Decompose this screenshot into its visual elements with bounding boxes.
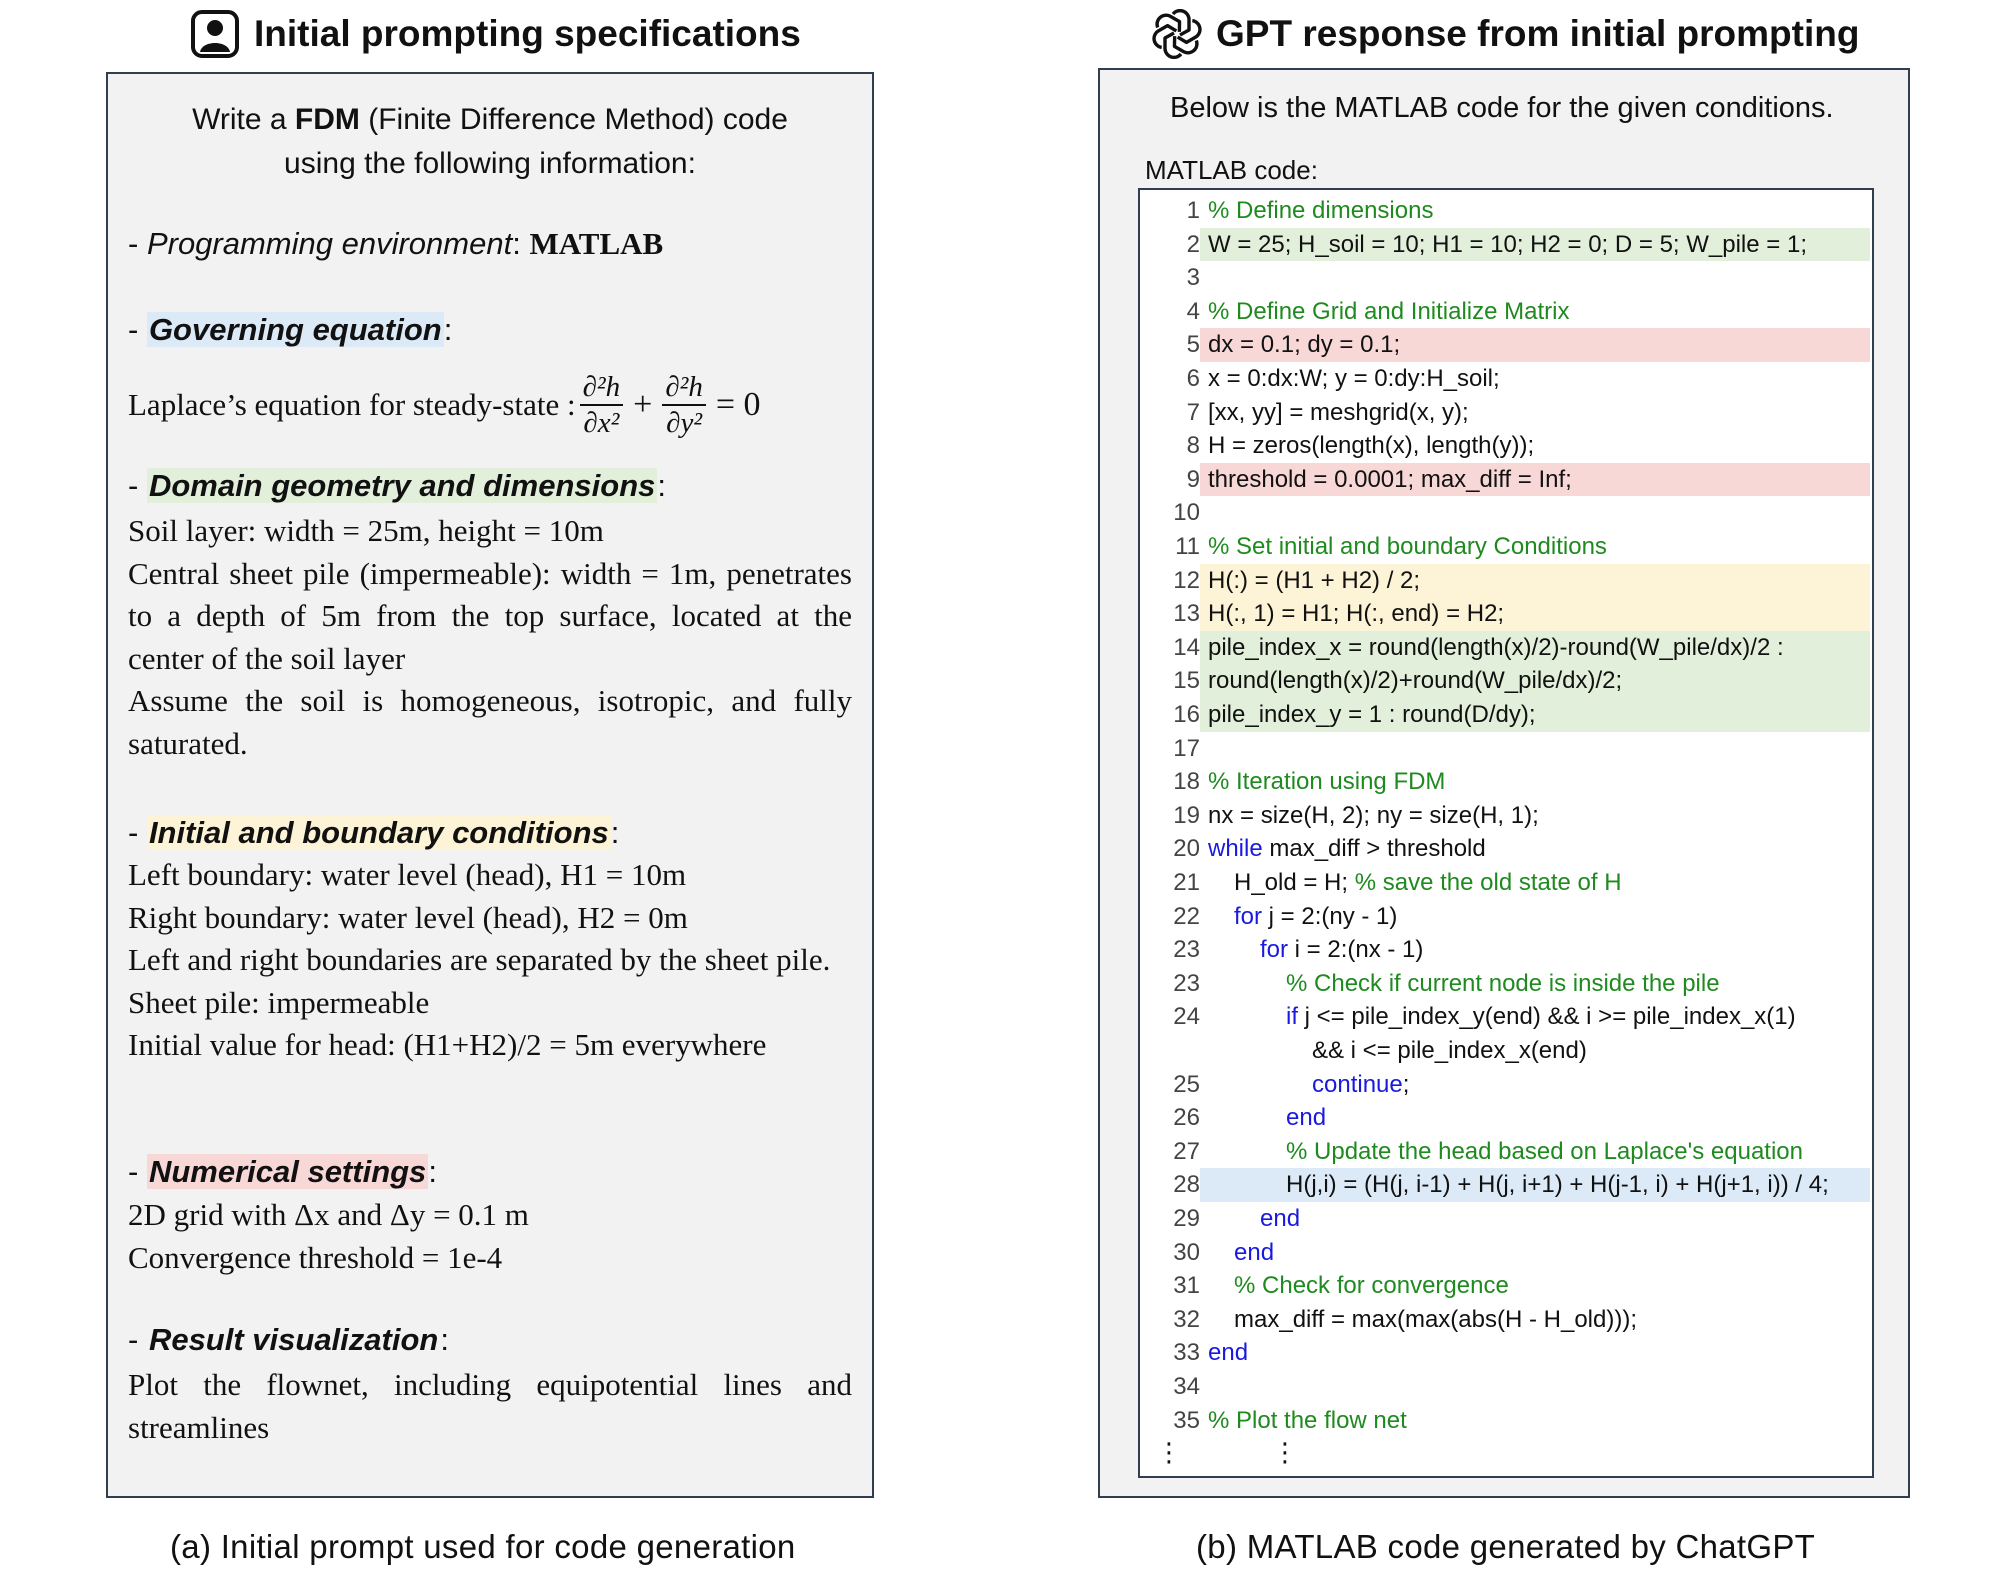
code-text bbox=[1200, 832, 1870, 866]
code-text bbox=[1200, 1000, 1870, 1034]
line-number: 12 bbox=[1173, 566, 1200, 594]
code-line bbox=[1140, 328, 1872, 362]
code-text bbox=[1200, 1168, 1870, 1202]
code-line bbox=[1140, 732, 1872, 766]
code-line bbox=[1140, 194, 1872, 228]
code-line bbox=[1140, 597, 1872, 631]
code-line bbox=[1140, 1370, 1872, 1404]
code-text bbox=[1200, 463, 1870, 497]
code-line bbox=[1140, 832, 1872, 866]
line-number: 6 bbox=[1186, 365, 1200, 392]
code-line bbox=[1140, 362, 1872, 396]
code-token-plain: H_old = H; bbox=[1234, 869, 1355, 896]
code-line bbox=[1140, 1068, 1872, 1102]
left-panel-header bbox=[190, 6, 801, 62]
code-token-plain: && i <= pile_index_x(end) bbox=[1312, 1037, 1587, 1064]
conditions-line: Initial value for head: (H1+H2)/2 = 5m everywhere bbox=[128, 1027, 767, 1062]
section-governing-title: - Governing equation: bbox=[128, 312, 453, 347]
prompt-intro-line2: using the following information: bbox=[284, 147, 696, 180]
code-token-plain: W = 25; H_soil = 10; H1 = 10; H2 = 0; D = 5; W_pile = 1; bbox=[1208, 230, 1807, 258]
line-number: 22 bbox=[1173, 902, 1200, 930]
code-line bbox=[1140, 463, 1872, 497]
line-number: 5 bbox=[1186, 331, 1200, 359]
domain-line: Assume the soil is homogeneous, isotropic, and fully saturated. bbox=[128, 683, 852, 761]
code-token-plain: max_diff = max(max(abs(H - H_old))); bbox=[1234, 1305, 1637, 1333]
line-number: 8 bbox=[1186, 432, 1200, 460]
code-line bbox=[1140, 866, 1872, 900]
user-icon bbox=[190, 9, 240, 59]
conditions-line: Right boundary: water level (head), H2 = 0m bbox=[128, 899, 688, 935]
section-result-title: - Result visualization: bbox=[128, 1322, 449, 1357]
domain-line: Soil layer: width = 25m, height = 10m bbox=[128, 513, 604, 548]
code-token-comment: % Check if current node is inside the pile bbox=[1286, 969, 1720, 997]
code-text bbox=[1200, 1236, 1870, 1270]
code-line bbox=[1140, 530, 1872, 564]
code-token-comment: % Check for convergence bbox=[1234, 1272, 1509, 1300]
line-number: 9 bbox=[1186, 465, 1200, 493]
line-number: 26 bbox=[1173, 1104, 1200, 1132]
section-result-body bbox=[128, 1364, 852, 1449]
code-line bbox=[1140, 1269, 1872, 1303]
code-token-plain: j = 2:(ny - 1) bbox=[1262, 902, 1398, 930]
domain-title-text: Domain geometry and dimensions bbox=[148, 468, 656, 503]
line-number: 25 bbox=[1173, 1070, 1200, 1098]
code-token-keyword: end bbox=[1260, 1205, 1301, 1232]
code-text bbox=[1200, 1336, 1870, 1370]
response-intro: Below is the MATLAB code for the given conditions. bbox=[1170, 92, 1834, 124]
numerical-line: 2D grid with Δx and Δy = 0.1 m bbox=[128, 1197, 529, 1232]
eq-plus: + bbox=[633, 385, 653, 423]
section-numerical-body bbox=[128, 1194, 852, 1279]
line-number: 10 bbox=[1173, 499, 1200, 527]
code-line bbox=[1140, 799, 1872, 833]
eq-den-y: ∂y² bbox=[666, 407, 703, 439]
code-text bbox=[1200, 1404, 1870, 1438]
result-title-text: Result visualization bbox=[148, 1322, 439, 1357]
laplace-text: Laplace’s equation for steady-state : bbox=[128, 386, 576, 422]
code-token-comment: % Set initial and boundary Conditions bbox=[1208, 533, 1607, 560]
line-number: 14 bbox=[1173, 633, 1200, 661]
code-line bbox=[1140, 631, 1872, 665]
code-token-plain: H(:) = (H1 + H2) / 2; bbox=[1208, 566, 1421, 594]
code-token-comment: % Plot the flow net bbox=[1208, 1406, 1407, 1434]
code-text bbox=[1200, 328, 1870, 362]
code-token-keyword: end bbox=[1286, 1104, 1327, 1132]
line-number: 33 bbox=[1173, 1339, 1200, 1367]
code-token-comment: % Define dimensions bbox=[1208, 197, 1434, 224]
prog-env-label: Programming environment bbox=[146, 226, 513, 261]
result-line: Plot the flownet, including equipotential lines and streamlines bbox=[128, 1367, 852, 1445]
line-number: 31 bbox=[1173, 1272, 1200, 1300]
code-text bbox=[1200, 228, 1870, 262]
line-number: 1 bbox=[1186, 197, 1200, 224]
line-number: 15 bbox=[1173, 667, 1200, 695]
line-number: 29 bbox=[1173, 1205, 1200, 1232]
code-line bbox=[1140, 1034, 1872, 1068]
line-number: 34 bbox=[1173, 1373, 1200, 1400]
code-line bbox=[1140, 261, 1872, 295]
section-conditions-body bbox=[128, 854, 852, 1067]
code-token-comment: % save the old state of H bbox=[1354, 869, 1622, 896]
line-number: 23 bbox=[1173, 936, 1200, 964]
code-line bbox=[1140, 429, 1872, 463]
section-numerical-title: - Numerical settings: bbox=[128, 1154, 437, 1189]
line-number: 7 bbox=[1186, 398, 1200, 426]
code-line bbox=[1140, 1168, 1872, 1202]
domain-line: Central sheet pile (impermeable): width = 1m, penetrates to a depth of 5m from the top surface, located at the center of the soil layer bbox=[128, 555, 852, 676]
line-number: 23 bbox=[1173, 969, 1200, 997]
code-label: MATLAB code: bbox=[1145, 155, 1318, 185]
code-token-plain: round(length(x)/2)+round(W_pile/dx)/2; bbox=[1208, 667, 1623, 695]
code-line bbox=[1140, 295, 1872, 329]
line-number: 11 bbox=[1175, 533, 1200, 560]
line-number: 18 bbox=[1173, 768, 1200, 796]
code-line bbox=[1140, 228, 1872, 262]
line-number: 17 bbox=[1173, 734, 1200, 762]
programming-environment: - Programming environment: MATLAB bbox=[128, 226, 664, 261]
code-token-keyword: end bbox=[1234, 1238, 1275, 1266]
eq-equals-zero: = 0 bbox=[715, 385, 761, 423]
code-line bbox=[1140, 933, 1872, 967]
code-text bbox=[1200, 765, 1870, 799]
governing-title-text: Governing equation bbox=[148, 312, 442, 347]
line-number: 24 bbox=[1173, 1003, 1200, 1031]
code-text bbox=[1200, 631, 1870, 665]
code-text bbox=[1200, 1269, 1870, 1303]
conditions-line: Left boundary: water level (head), H1 = 10m bbox=[128, 857, 687, 892]
code-text bbox=[1200, 429, 1870, 463]
section-conditions-title: - Initial and boundary conditions: bbox=[128, 815, 620, 850]
line-number: 3 bbox=[1186, 264, 1200, 292]
numerical-line: Convergence threshold = 1e-4 bbox=[128, 1239, 503, 1275]
right-panel-header bbox=[1152, 6, 1859, 62]
line-number: 28 bbox=[1173, 1171, 1200, 1199]
code-line bbox=[1140, 900, 1872, 934]
prompt-intro-line1 bbox=[128, 98, 852, 142]
fraction-y bbox=[662, 370, 706, 440]
code-text bbox=[1200, 1101, 1870, 1135]
code-text bbox=[1200, 698, 1870, 732]
code-text bbox=[1200, 1202, 1870, 1236]
code-token-keyword: if bbox=[1286, 1003, 1298, 1031]
code-text bbox=[1200, 564, 1870, 598]
code-token-plain: nx = size(H, 2); ny = size(H, 1); bbox=[1208, 801, 1539, 829]
code-text bbox=[1200, 1068, 1870, 1102]
code-line bbox=[1140, 1303, 1872, 1337]
code-token-plain: [xx, yy] = meshgrid(x, y); bbox=[1208, 398, 1469, 426]
line-number: 19 bbox=[1173, 801, 1200, 829]
code-token-comment: % Define Grid and Initialize Matrix bbox=[1208, 297, 1570, 325]
code-token-plain: H(:, 1) = H1; H(:, end) = H2; bbox=[1208, 600, 1505, 628]
prompt-panel bbox=[106, 72, 874, 1498]
line-number: 20 bbox=[1173, 835, 1200, 863]
code-line bbox=[1140, 1404, 1872, 1438]
conditions-line: Sheet pile: impermeable bbox=[128, 984, 430, 1020]
openai-logo-icon bbox=[1152, 9, 1202, 59]
code-token-comment: % Iteration using FDM bbox=[1208, 768, 1446, 796]
conditions-title-text: Initial and boundary conditions bbox=[148, 815, 609, 850]
eq-den-x: ∂x² bbox=[583, 407, 620, 439]
line-number: 16 bbox=[1173, 701, 1200, 728]
line-number: 4 bbox=[1186, 297, 1200, 325]
fraction-x bbox=[580, 370, 624, 440]
prompt-intro bbox=[128, 98, 852, 186]
code-token-plain: pile_index_y = 1 : round(D/dy); bbox=[1208, 701, 1536, 728]
section-domain-title: - Domain geometry and dimensions: bbox=[128, 468, 666, 503]
code-line bbox=[1140, 1101, 1872, 1135]
eq-num-x: ∂²h bbox=[580, 370, 624, 406]
line-number: 2 bbox=[1186, 230, 1200, 258]
code-text bbox=[1200, 664, 1870, 698]
code-token-keyword: for bbox=[1260, 936, 1289, 964]
line-number: 32 bbox=[1173, 1305, 1200, 1333]
code-text bbox=[1200, 597, 1870, 631]
line-number: 21 bbox=[1173, 869, 1200, 896]
code-token-plain: j <= pile_index_y(end) && i >= pile_index_x(1) bbox=[1298, 1003, 1796, 1031]
code-token-keyword: for bbox=[1234, 902, 1263, 930]
code-token-plain: pile_index_x = round(length(x)/2)-round(W_pile/dx)/2 : bbox=[1208, 633, 1784, 661]
code-token-keyword: while bbox=[1208, 835, 1263, 863]
code-token-plain: i = 2:(nx - 1) bbox=[1288, 936, 1424, 964]
code-text bbox=[1200, 362, 1870, 396]
code-text bbox=[1200, 1135, 1870, 1169]
code-text bbox=[1200, 295, 1870, 329]
response-panel bbox=[1098, 68, 1910, 1498]
code-line bbox=[1140, 564, 1872, 598]
code-block bbox=[1138, 188, 1874, 1478]
ellipsis-line-numbers: ⋮ bbox=[1156, 1437, 1182, 1468]
eq-num-y: ∂²h bbox=[662, 370, 706, 406]
code-text bbox=[1200, 933, 1870, 967]
code-token-plain: dx = 0.1; dy = 0.1; bbox=[1208, 331, 1401, 359]
code-line bbox=[1140, 664, 1872, 698]
code-token-comment: % Update the head based on Laplace's equation bbox=[1286, 1137, 1803, 1165]
line-number: 13 bbox=[1173, 600, 1200, 628]
code-token-keyword: end bbox=[1208, 1339, 1249, 1367]
line-number: 27 bbox=[1173, 1137, 1200, 1165]
code-line bbox=[1140, 967, 1872, 1001]
code-line bbox=[1140, 765, 1872, 799]
left-panel-title: Initial prompting specifications bbox=[254, 13, 801, 54]
intro-prefix: Write a bbox=[192, 103, 295, 136]
code-text bbox=[1200, 967, 1870, 1001]
conditions-line: Left and right boundaries are separated by the sheet pile. bbox=[128, 942, 831, 977]
ellipsis-code: ⋮ bbox=[1272, 1437, 1298, 1468]
code-text bbox=[1200, 866, 1870, 900]
code-line bbox=[1140, 496, 1872, 530]
code-line bbox=[1140, 1236, 1872, 1270]
code-text bbox=[1200, 799, 1870, 833]
line-number: 35 bbox=[1173, 1406, 1200, 1434]
prog-env-value: MATLAB bbox=[529, 226, 664, 261]
code-line bbox=[1140, 1135, 1872, 1169]
caption-right: (b) MATLAB code generated by ChatGPT bbox=[1196, 1528, 1816, 1565]
intro-suffix: (Finite Difference Method) code bbox=[359, 103, 788, 136]
code-text bbox=[1200, 1034, 1870, 1068]
code-token-plain: x = 0:dx:W; y = 0:dy:H_soil; bbox=[1208, 365, 1500, 392]
code-token-keyword: continue bbox=[1312, 1070, 1403, 1098]
laplace-equation bbox=[128, 370, 852, 440]
code-line bbox=[1140, 1202, 1872, 1236]
numerical-title-text: Numerical settings bbox=[148, 1154, 427, 1189]
intro-bold-fdm: FDM bbox=[294, 103, 360, 136]
code-token-plain: H = zeros(length(x), length(y)); bbox=[1208, 432, 1535, 460]
code-text bbox=[1200, 900, 1870, 934]
code-line bbox=[1140, 396, 1872, 430]
caption-left: (a) Initial prompt used for code generation bbox=[170, 1528, 796, 1565]
code-line bbox=[1140, 1336, 1872, 1370]
code-line bbox=[1140, 1000, 1872, 1034]
code-token-plain: max_diff > threshold bbox=[1262, 835, 1486, 863]
right-panel-title: GPT response from initial prompting bbox=[1216, 13, 1860, 54]
code-text bbox=[1200, 194, 1870, 228]
code-line bbox=[1140, 698, 1872, 732]
code-token-plain: H(j,i) = (H(j, i-1) + H(j, i+1) + H(j-1, i) + H(j+1, i)) / 4; bbox=[1286, 1171, 1829, 1199]
section-domain-body bbox=[128, 510, 852, 765]
code-token-plain: ; bbox=[1402, 1070, 1410, 1098]
code-text bbox=[1200, 1303, 1870, 1337]
line-number: 30 bbox=[1173, 1238, 1200, 1266]
code-text bbox=[1200, 530, 1870, 564]
code-text bbox=[1200, 396, 1870, 430]
code-token-plain: threshold = 0.0001; max_diff = Inf; bbox=[1208, 465, 1572, 493]
